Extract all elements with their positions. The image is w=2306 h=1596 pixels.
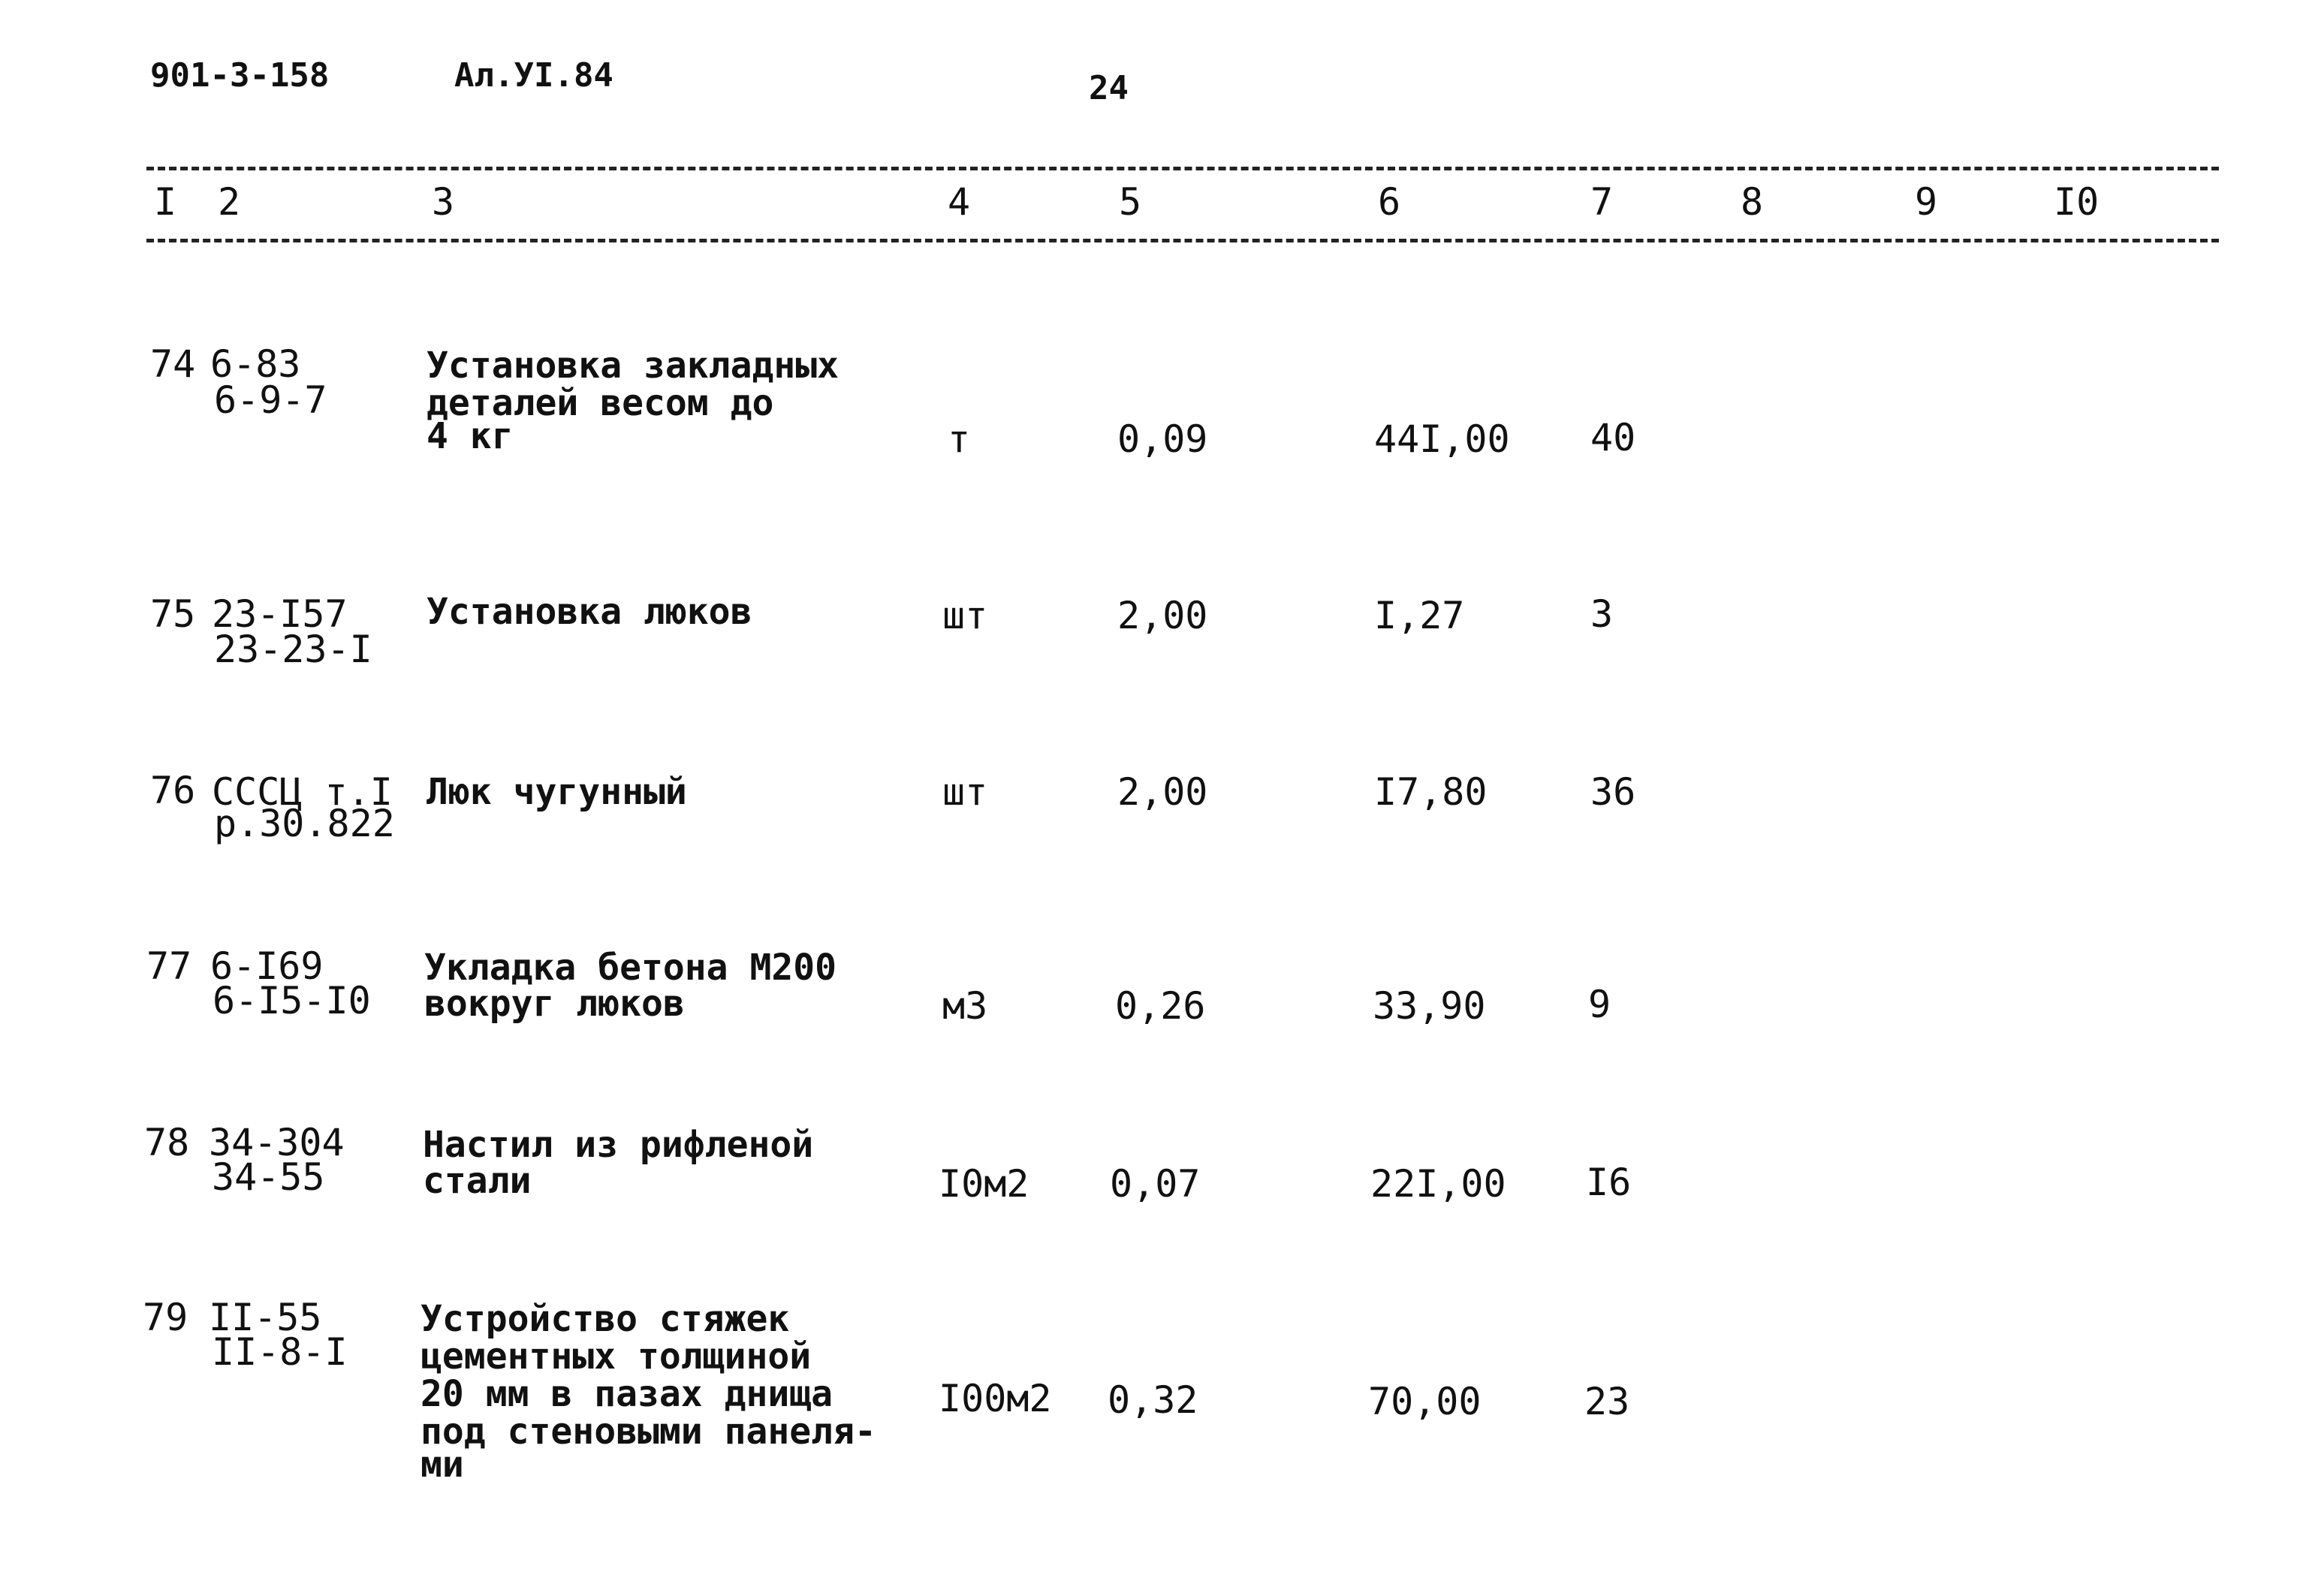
rate-code: 23-23-I	[214, 628, 372, 671]
row-number: 78	[144, 1121, 190, 1164]
page-number: 24	[1089, 69, 1129, 107]
work-description: Установка закладных	[427, 345, 840, 387]
unit: I0м2	[939, 1162, 1029, 1206]
quantity: 2,00	[1117, 770, 1208, 814]
rate-code: 6-83	[210, 342, 301, 386]
unit: шт	[942, 770, 988, 814]
col-header-6: 6	[1378, 180, 1401, 224]
unit: м3	[942, 984, 988, 1028]
row-number: 76	[150, 769, 196, 812]
work-description: Люк чугунный	[427, 771, 687, 813]
col-header-9: 9	[1915, 180, 1938, 224]
quantity: 0,09	[1117, 417, 1208, 461]
unit-price: 22I,00	[1370, 1162, 1506, 1206]
unit: I00м2	[939, 1377, 1052, 1420]
header-top-rule	[146, 167, 2219, 170]
work-description: деталей весом до	[427, 382, 774, 424]
rate-code: 23-I57	[212, 592, 348, 636]
total-cost: 3	[1590, 592, 1614, 636]
row-number: 75	[150, 592, 196, 636]
document-code: 901-3-158	[150, 56, 330, 95]
total-cost: 9	[1588, 983, 1611, 1026]
quantity: 0,26	[1115, 984, 1206, 1028]
row-number: 79	[143, 1296, 188, 1339]
rate-code: р.30.822	[214, 802, 395, 845]
quantity: 0,07	[1110, 1162, 1201, 1206]
col-header-3: 3	[432, 180, 455, 224]
work-description: ми	[421, 1444, 464, 1486]
rate-code: 6-9-7	[214, 378, 327, 422]
unit-price: I7,80	[1374, 770, 1488, 814]
col-header-4: 4	[948, 180, 971, 224]
rate-code: 6-I5-I0	[213, 979, 371, 1022]
unit-price: 33,90	[1373, 984, 1486, 1028]
unit: т	[948, 417, 971, 461]
total-cost: 40	[1590, 416, 1636, 459]
unit-price: 70,00	[1368, 1380, 1482, 1423]
work-description: Настил из рифленой	[423, 1124, 814, 1166]
rate-code: 34-55	[212, 1155, 325, 1199]
total-cost: 23	[1584, 1380, 1630, 1423]
header-bottom-rule	[146, 239, 2219, 242]
total-cost: I6	[1586, 1161, 1632, 1204]
unit-price: 44I,00	[1374, 417, 1510, 461]
row-number: 77	[146, 944, 192, 988]
work-description: цементных толщиной	[421, 1336, 812, 1378]
work-description: Укладка бетона М200	[424, 947, 837, 989]
work-description: под стеновыми панеля-	[421, 1411, 876, 1453]
work-description: 20 мм в пазах днища	[421, 1373, 833, 1415]
row-number: 74	[150, 342, 196, 386]
rate-code: II-8-I	[212, 1330, 348, 1374]
col-header-8: 8	[1741, 180, 1764, 224]
quantity: 0,32	[1108, 1378, 1198, 1422]
rate-code: 34-304	[209, 1121, 345, 1164]
col-header-2: 2	[218, 180, 241, 224]
rate-code: СССЦ т.I	[212, 770, 393, 814]
col-header-7: 7	[1590, 180, 1614, 224]
rate-code: 6-I69	[210, 944, 324, 988]
col-header-1: I	[154, 180, 177, 224]
album-reference: Ал.УI.84	[454, 56, 613, 95]
work-description: 4 кг	[427, 415, 514, 457]
work-description: Устройство стяжек	[421, 1298, 790, 1340]
work-description: Установка люков	[427, 591, 752, 633]
col-header-5: 5	[1119, 180, 1142, 224]
work-description: стали	[423, 1160, 532, 1202]
col-header-10: I0	[2054, 180, 2100, 224]
rate-code: II-55	[209, 1296, 322, 1339]
work-description: вокруг люков	[424, 983, 685, 1025]
unit-price: I,27	[1374, 594, 1465, 637]
quantity: 2,00	[1117, 594, 1208, 637]
total-cost: 36	[1590, 770, 1636, 814]
unit: шт	[942, 594, 988, 637]
